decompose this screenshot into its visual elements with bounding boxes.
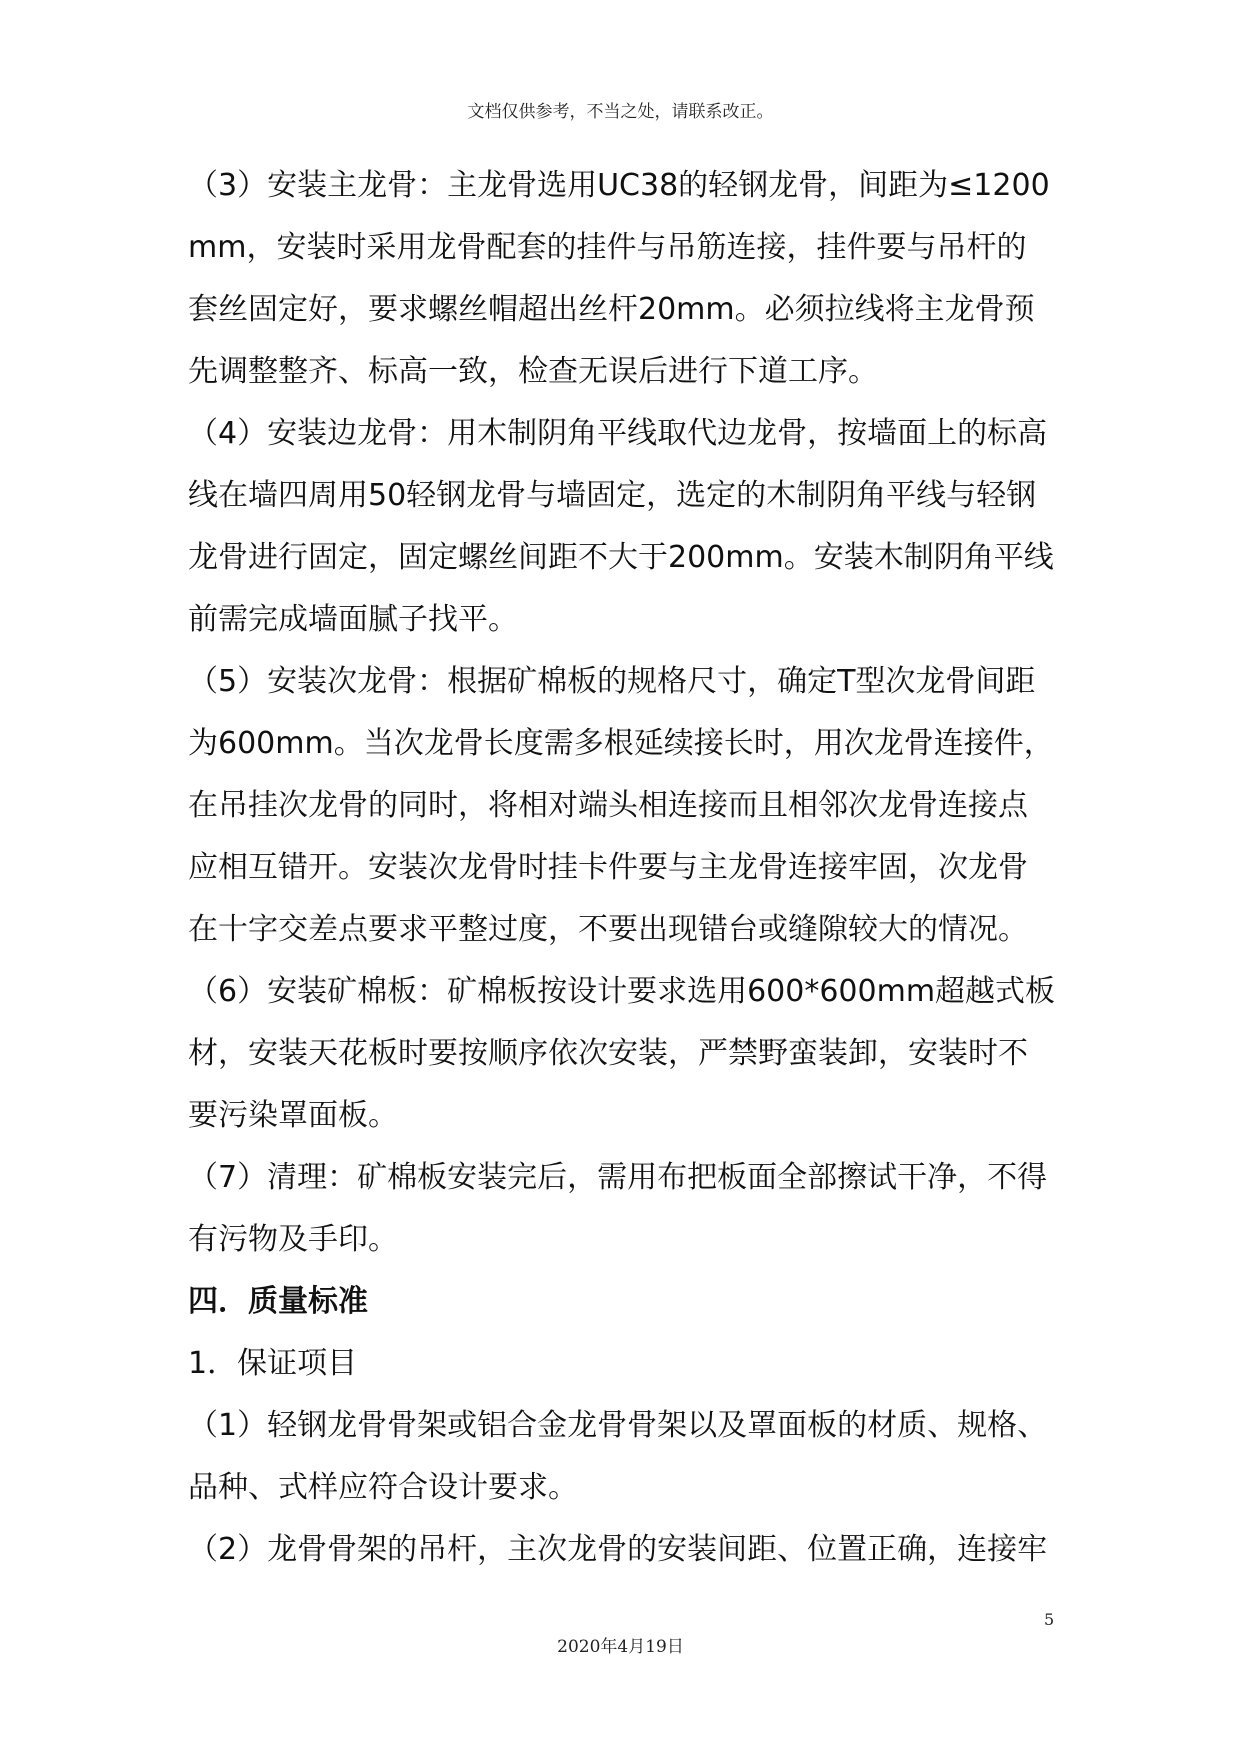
text-line: （4）安装边龙骨：用木制阴角平线取代边龙骨，按墙面上的标高 bbox=[188, 416, 1048, 451]
text-line: 在十字交差点要求平整过度，不要出现错台或缝隙较大的情况。 bbox=[188, 912, 1028, 947]
text-line: 龙骨进行固定，固定螺丝间距不大于200mm。安装木制阴角平线 bbox=[188, 540, 1054, 575]
text-line: 应相互错开。安装次龙骨时挂卡件要与主龙骨连接牢固，次龙骨 bbox=[188, 850, 1028, 885]
text-line: 在吊挂次龙骨的同时，将相对端头相连接而且相邻次龙骨连接点 bbox=[188, 788, 1028, 823]
text-line: （3）安装主龙骨：主龙骨选用UC38的轻钢龙骨，间距为≤1200 bbox=[188, 168, 1050, 203]
text-line: （7）清理：矿棉板安装完后，需用布把板面全部擦试干净，不得 bbox=[188, 1160, 1048, 1195]
text-line: （2）龙骨骨架的吊杆，主次龙骨的安装间距、位置正确，连接牢 bbox=[188, 1532, 1048, 1567]
text-line: 套丝固定好，要求螺丝帽超出丝杆20mm。必须拉线将主龙骨预 bbox=[188, 292, 1035, 327]
text-line: 要污染罩面板。 bbox=[188, 1098, 398, 1133]
subsection-heading: 1．保证项目 bbox=[188, 1346, 358, 1381]
text-line: 为600mm。当次龙骨长度需多根延续接长时，用次龙骨连接件， bbox=[188, 726, 1054, 761]
header-note: 文档仅供参考，不当之处，请联系改正。 bbox=[467, 102, 774, 122]
text-line: （6）安装矿棉板：矿棉板按设计要求选用600*600mm超越式板 bbox=[188, 974, 1056, 1009]
page-number: 5 bbox=[1044, 1610, 1055, 1629]
text-line: 品种、式样应符合设计要求。 bbox=[188, 1470, 578, 1505]
footer-date: 2020年4月19日 bbox=[557, 1637, 684, 1657]
text-line: 线在墙四周用50轻钢龙骨与墙固定，选定的木制阴角平线与轻钢 bbox=[188, 478, 1037, 513]
document-body bbox=[188, 155, 1068, 1581]
text-line: （1）轻钢龙骨骨架或铝合金龙骨骨架以及罩面板的材质、规格、 bbox=[188, 1408, 1048, 1443]
text-line: 材，安装天花板时要按顺序依次安装，严禁野蛮装卸，安装时不 bbox=[188, 1036, 1028, 1071]
text-line: mm，安装时采用龙骨配套的挂件与吊筋连接，挂件要与吊杆的 bbox=[188, 230, 1027, 265]
section-heading: 四．质量标准 bbox=[188, 1284, 368, 1319]
text-line: 先调整整齐、标高一致，检查无误后进行下道工序。 bbox=[188, 354, 878, 389]
text-line: 有污物及手印。 bbox=[188, 1222, 398, 1257]
text-line: 前需完成墙面腻子找平。 bbox=[188, 602, 518, 637]
text-line: （5）安装次龙骨：根据矿棉板的规格尺寸，确定T型次龙骨间距 bbox=[188, 664, 1036, 699]
